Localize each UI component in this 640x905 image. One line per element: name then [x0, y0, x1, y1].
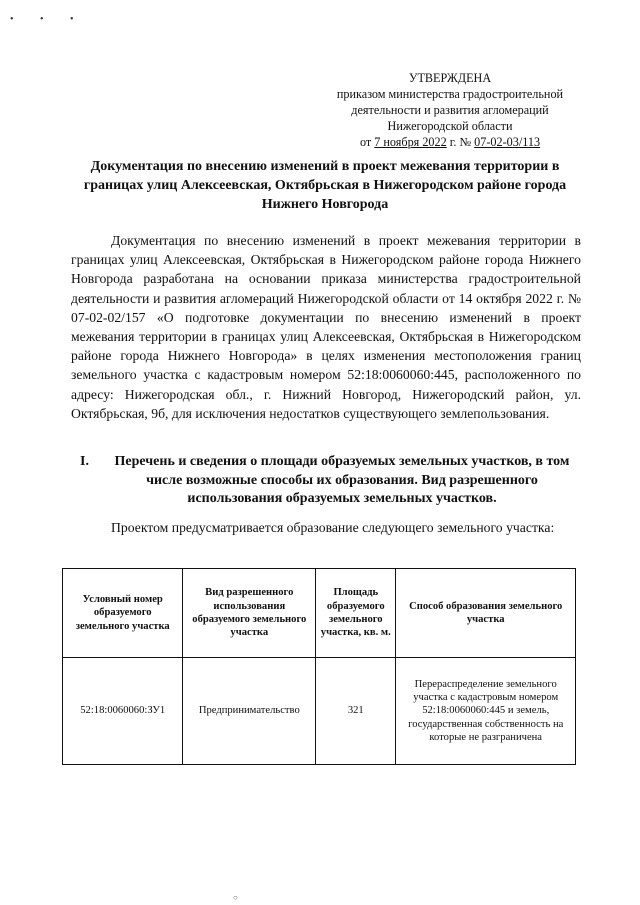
table-row: [63, 658, 576, 765]
header-plot-number: Условный номер образуемого земельного участка: [63, 569, 183, 658]
header-area: Площадь образуемого земельного участка, кв. м.: [316, 569, 396, 658]
table-header-row: [63, 569, 576, 658]
section-heading-text: Перечень и сведения о площади образуемых земельных участков, в том числе возможные способы их образования. Вид разрешенного использования образуемых земельных участков.: [114, 454, 570, 506]
section-heading: [80, 453, 580, 509]
document-title: Документация по внесению изменений в проект межевания территории в границах улиц Алексеевская, Октябрьская в Нижегородском районе города Нижнего Новгорода: [83, 159, 567, 212]
cell-plot-number: 52:18:0060060:ЗУ1: [63, 658, 183, 765]
scan-dots: • • •: [10, 14, 86, 25]
approval-number: 07-02-03/113: [474, 135, 541, 149]
cell-formation-method: Перераспределение земельного участка с кадастровым номером 52:18:0060060:445 и земель, государственная собственность на которые не разграничена: [396, 658, 576, 765]
scan-mark: ○: [233, 893, 238, 902]
approval-mid: г. №: [446, 135, 475, 149]
approval-line-5: [330, 134, 570, 150]
approval-prefix: от: [359, 135, 375, 149]
header-permitted-use: Вид разрешенного использования образуемого земельного участка: [183, 569, 316, 658]
project-text: Проектом предусматривается образование следующего земельного участка:: [111, 520, 555, 535]
cell-permitted-use: Предпринимательство: [183, 658, 316, 765]
intro-paragraph: Документация по внесению изменений в проект межевания территории в границах улиц Алексеевская, Октябрьская в Нижегородском районе города Нижнего Новгорода разработана на основании приказа министерства градостроительной деятельности и развития агломераций Нижегородской области от 14 октября 2022 г. № 07-02-02/157 «О подготовке документации по внесению изменений в проект межевания территории в границах улиц Алексеевская, Октябрьская в Нижегородском районе города Нижнего Новгорода» в целях изменения местоположения границ земельного участка с кадастровым номером 52:18:0060060:445, расположенного по адресу: Нижегородская обл., г. Нижний Новгород, Нижегородский район, ул. Октябрьская, 9б, для исключения недостатков существующего землепользования.: [71, 233, 581, 421]
header-formation-method: Способ образования земельного участка: [396, 569, 576, 658]
approval-line-1: УТВЕРЖДЕНА: [408, 71, 492, 85]
approval-stamp: [330, 70, 570, 150]
approval-date: 7 ноября 2022: [374, 135, 447, 149]
approval-line-2: приказом министерства градостроительной: [336, 87, 564, 101]
approval-line-3: деятельности и развития агломераций: [351, 103, 549, 117]
approval-line-4: Нижегородской области: [387, 119, 513, 133]
cell-area: 321: [316, 658, 396, 765]
section-number: I.: [80, 454, 89, 469]
land-plot-table: [62, 568, 576, 765]
